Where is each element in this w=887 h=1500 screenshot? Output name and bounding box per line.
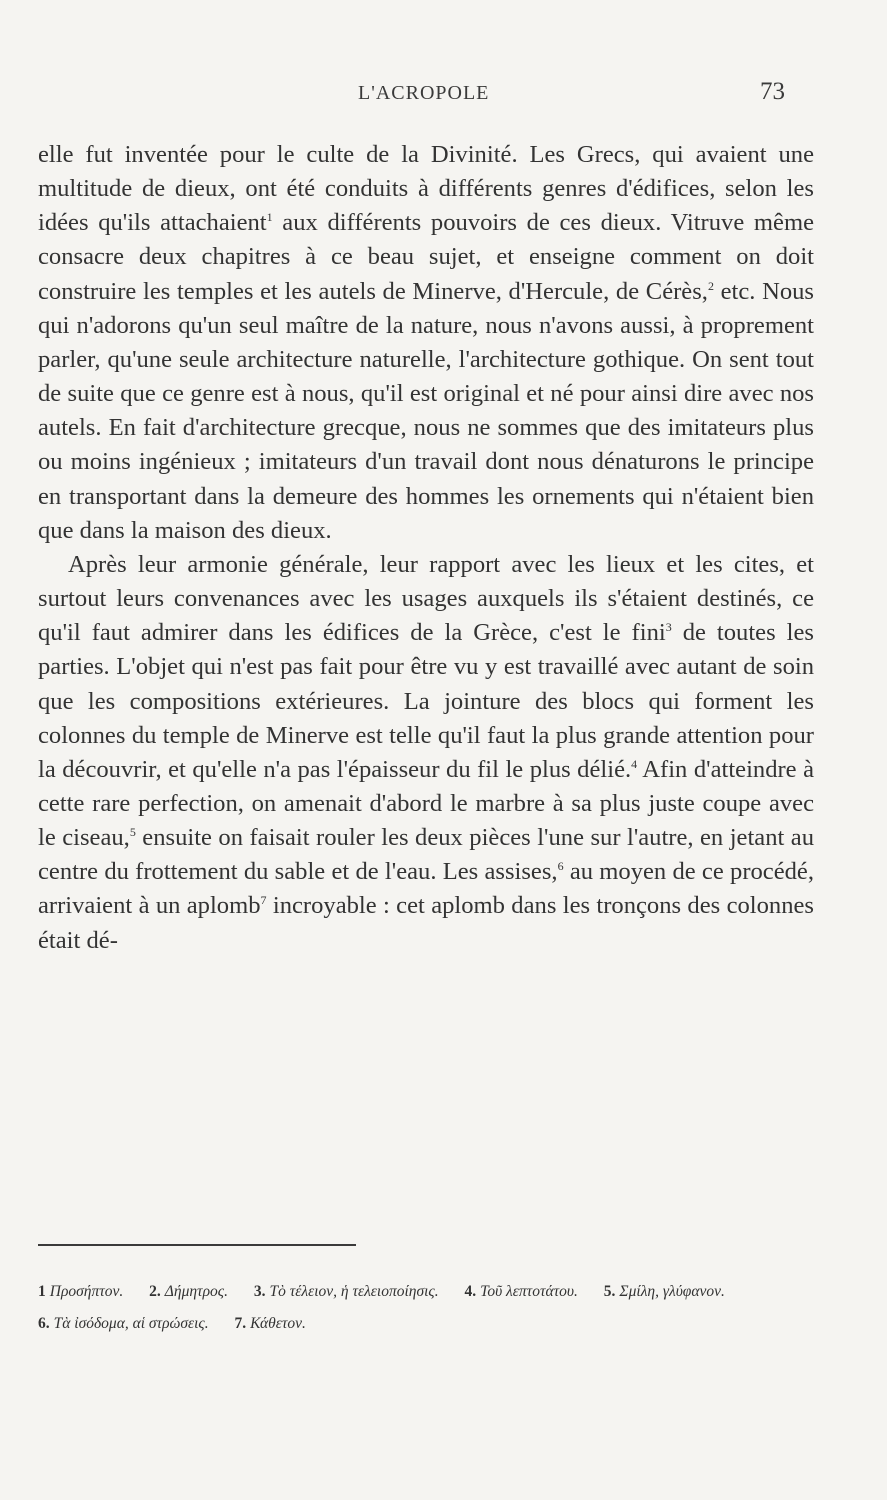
paragraph-1: [38, 138, 814, 548]
footnote-text: Δήμητρος.: [164, 1283, 228, 1300]
text-segment: au moyen de ce procédé, arrivaient à un aplomb: [38, 858, 814, 920]
footnote-marker: 6: [557, 859, 564, 874]
footnote-number: 3.: [253, 1283, 266, 1300]
text-segment: etc. Nous qui n'adorons qu'un seul maître de la nature, nous n'avons aussi, à proprement parler, qu'une seule architecture naturelle, l'architecture gothique. On sent tout de suite que ce genre est à nous, qu'il est original et né pour ainsi dire avec nos autels. En fait d'architecture grecque, nous ne sommes que des imitateurs plus ou moins ingénieux ; imitateurs d'un travail dont nous dénaturons le principe en transportant dans la demeure des hommes les ornements qui n'étaient bien que dans la maison des dieux.: [38, 277, 814, 544]
footnote-text: Τὰ ἰσόδομα, αἱ στρώσεις.: [53, 1315, 209, 1332]
text-segment: aux différents pouvoirs de ces dieux. Vitruve même consacre deux chapitres à ce beau sujet, et enseigne comment on doit construire les temples et les autels de Minerve, d'Hercule, de Cérès,: [38, 209, 814, 305]
footnote: [234, 1315, 305, 1332]
body-text: [38, 138, 814, 958]
footnote-text: Σμίλη, γλύφανον.: [619, 1283, 725, 1300]
footnote: [38, 1283, 123, 1300]
footnote-marker: 2: [707, 278, 714, 293]
footnote-marker: 4: [631, 756, 638, 771]
footnote: [464, 1283, 577, 1300]
footnote-text: Προσήπτον.: [49, 1283, 124, 1300]
footnote-number: 1: [38, 1283, 46, 1300]
footnote: [38, 1315, 209, 1332]
footnote-number: 4.: [464, 1283, 477, 1300]
text-segment: Après leur armonie générale, leur rapport avec les lieux et les cites, et surtout leurs convenances avec les usages auxquels ils s'étaient destinés, ce qu'il faut admirer dans les édifices de la Grèce, c'est le fini: [38, 550, 814, 647]
footnote-number: 6.: [38, 1315, 50, 1332]
footnote-number: 5.: [603, 1283, 616, 1300]
running-title: L'ACROPOLE: [358, 82, 490, 104]
footnote-marker: 3: [665, 620, 672, 635]
text-segment: ensuite on faisait rouler les deux pièces l'une sur l'autre, en jetant au centre du frottement du sable et de l'eau. Les assises,: [38, 824, 815, 886]
footnote-number: 2.: [149, 1283, 161, 1300]
footnote-number: 7.: [234, 1315, 247, 1332]
footnotes: [38, 1276, 814, 1340]
footnote: [254, 1283, 439, 1300]
footnote-text: Τὸ τέλειον, ἡ τελειοποίησις.: [269, 1283, 439, 1300]
footnote-marker: 7: [260, 893, 267, 908]
running-head: [0, 78, 887, 108]
footnote: [604, 1283, 725, 1300]
footnote-text: Τοῦ λεπτοτάτου.: [480, 1283, 578, 1300]
footnote-rule: [38, 1244, 356, 1246]
page-number: 73: [760, 78, 785, 105]
footnote-marker: 1: [266, 210, 273, 225]
paragraph-2: [38, 548, 814, 958]
text-segment: elle fut inventée pour le culte de la Divinité. Les Grecs, qui avaient une multitude de dieux, ont été conduits à différents genres d'édifices, selon les idées qu'ils attachaient: [38, 141, 814, 237]
footnote-marker: 5: [129, 825, 136, 840]
text-segment: Afin d'atteindre à cette rare perfection, on amenait d'abord le marbre à sa plus juste coupe avec le ciseau,: [38, 755, 815, 852]
text-segment: de toutes les parties. L'objet qui n'est pas fait pour être vu y est travaillé avec autant de soin que les compositions extérieures. La jointure des blocs qui forment les colonnes du temple de Minerve est telle qu'il faut la plus grande attention pour la découvrir, et qu'elle n'a pas l'épaisseur du fil le plus délié.: [38, 619, 814, 783]
footnote: [149, 1283, 228, 1300]
footnote-text: Κάθετον.: [250, 1315, 306, 1332]
text-segment: incroyable : cet aplomb dans les tronçons des colonnes était dé-: [38, 892, 814, 954]
